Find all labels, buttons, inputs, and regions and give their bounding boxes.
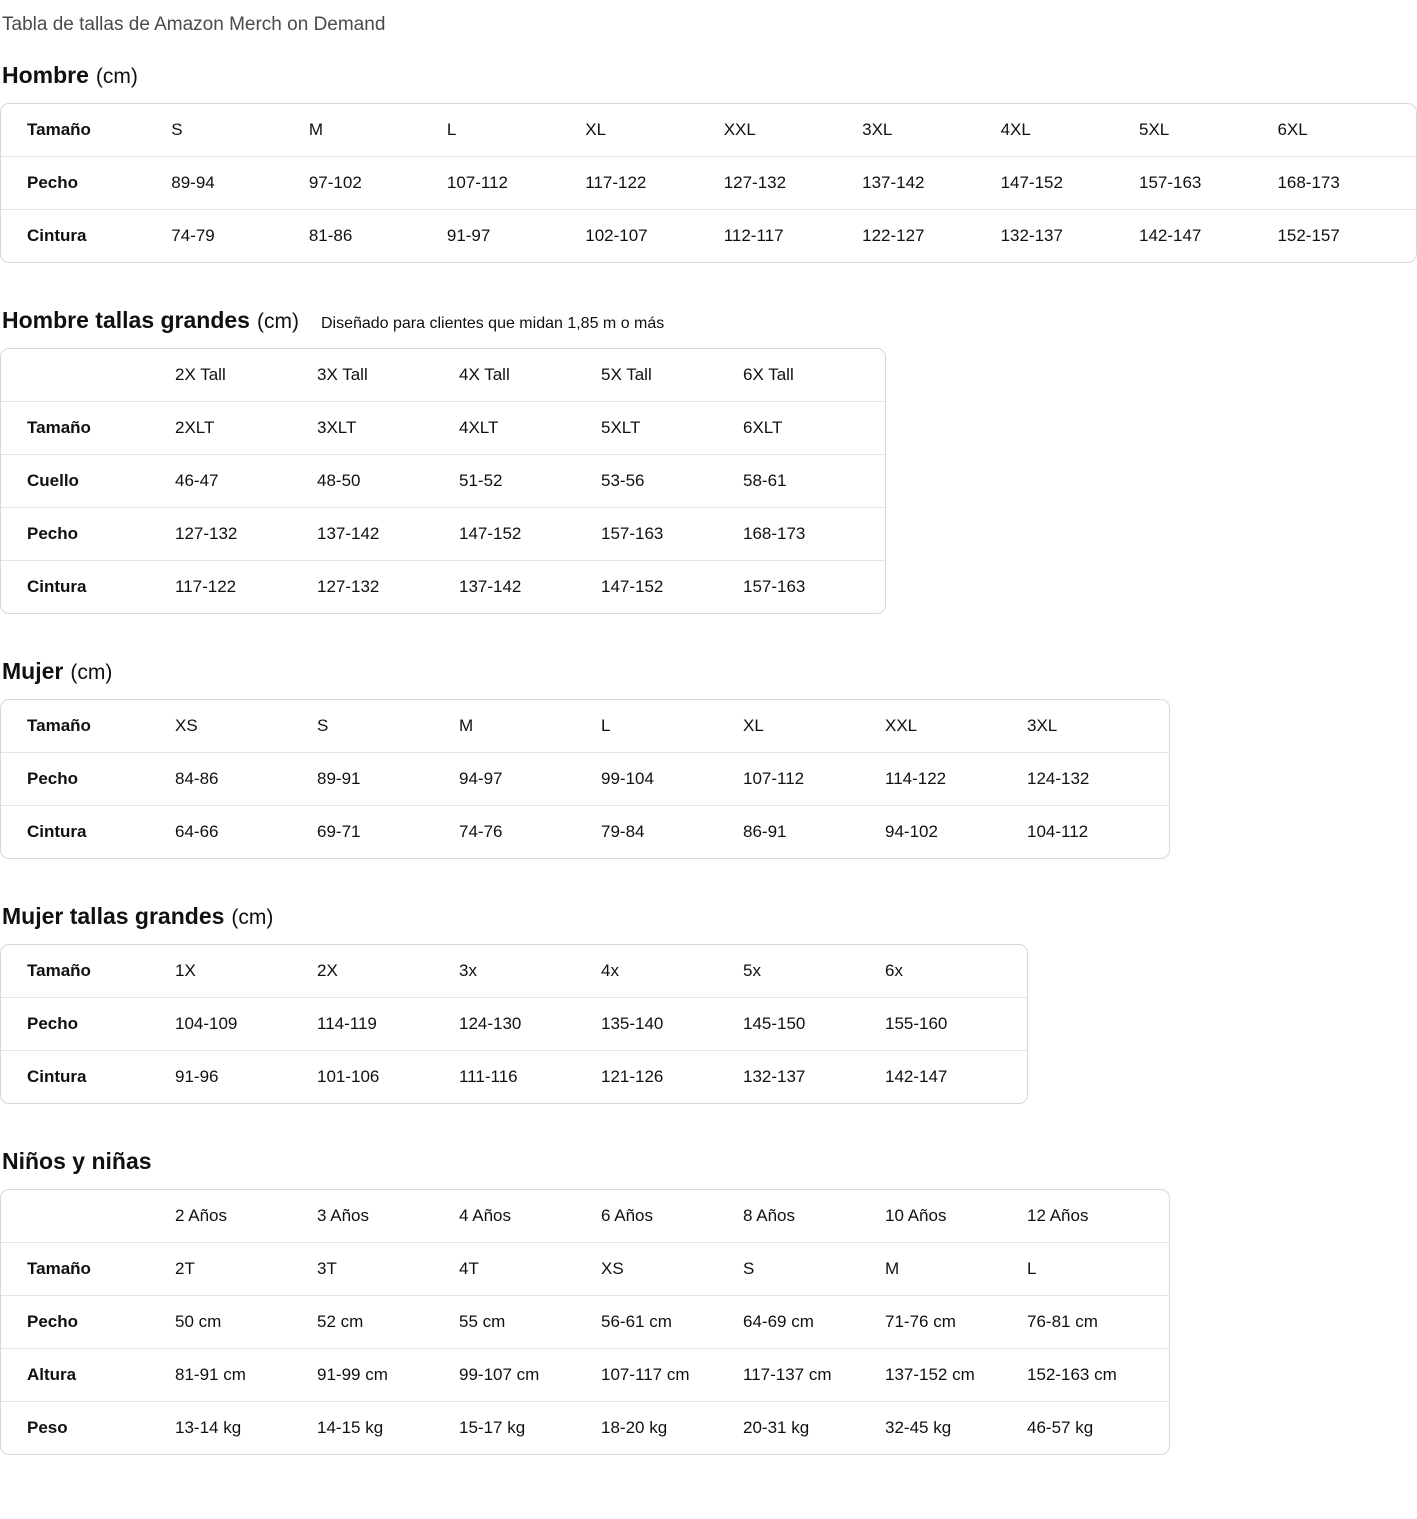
table-cell: 3XLT bbox=[317, 402, 459, 455]
table-cell: 79-84 bbox=[601, 822, 645, 841]
table-cell: 91-99 cm bbox=[317, 1349, 459, 1402]
table-row bbox=[1, 455, 885, 508]
row-label bbox=[1, 1190, 175, 1243]
table-cell: 155-160 bbox=[885, 998, 1027, 1051]
table-cell: 147-152 bbox=[1001, 157, 1139, 210]
table-cell: 69-71 bbox=[317, 822, 361, 841]
table-cell: 3XL bbox=[1027, 700, 1169, 753]
table-cell: 6X Tall bbox=[743, 349, 885, 402]
table-cell: 5x bbox=[743, 945, 885, 998]
table-cell: 135-140 bbox=[601, 998, 743, 1051]
table-cell: XS bbox=[601, 1243, 743, 1296]
table-cell: 15-17 kg bbox=[459, 1418, 526, 1437]
table-cell: 81-86 bbox=[308, 226, 353, 245]
table-cell: 152-163 cm bbox=[1027, 1349, 1169, 1402]
table-cell: 112-117 bbox=[723, 226, 784, 245]
table-cell: 2XLT bbox=[175, 402, 317, 455]
table-cell: 137-142 bbox=[317, 508, 459, 561]
table-cell: 127-132 bbox=[317, 577, 380, 596]
table-row bbox=[1, 402, 885, 455]
table-cell: 132-137 bbox=[743, 1067, 806, 1086]
table-cell: 1X bbox=[175, 945, 317, 998]
table-row bbox=[1, 1296, 1169, 1349]
table-cell: 107-112 bbox=[447, 157, 585, 210]
table-cell: 48-50 bbox=[317, 455, 459, 508]
table-cell: 52 cm bbox=[317, 1296, 459, 1349]
row-label: Cuello bbox=[1, 455, 175, 508]
section-title: Mujer tallas grandes bbox=[2, 903, 225, 929]
row-label: Tamaño bbox=[1, 945, 175, 998]
table-cell: XL bbox=[743, 700, 885, 753]
table-row bbox=[1, 1349, 1169, 1402]
table-cell: XS bbox=[175, 700, 317, 753]
table-cell: 86-91 bbox=[743, 822, 787, 841]
section-heading-kids bbox=[2, 1148, 1417, 1175]
table-cell: 147-152 bbox=[601, 577, 664, 596]
table-cell: 97-102 bbox=[309, 157, 447, 210]
table-men bbox=[0, 103, 1417, 263]
table-cell: 137-142 bbox=[862, 157, 1000, 210]
row-label: Cintura bbox=[27, 822, 87, 841]
table-cell: 101-106 bbox=[317, 1067, 380, 1086]
table-cell: 3 Años bbox=[317, 1190, 459, 1243]
row-label: Pecho bbox=[1, 157, 171, 210]
table-cell: 104-112 bbox=[1027, 822, 1089, 841]
table-cell: 157-163 bbox=[1139, 157, 1277, 210]
table-cell: XXL bbox=[885, 700, 1027, 753]
table-row bbox=[1, 753, 1169, 806]
table-row bbox=[1, 998, 1027, 1051]
table-cell: 32-45 kg bbox=[885, 1418, 952, 1437]
table-row bbox=[1, 508, 885, 561]
table-cell: 168-173 bbox=[1277, 157, 1416, 210]
table-cell: 102-107 bbox=[585, 226, 648, 245]
table-cell: 4X Tall bbox=[459, 349, 601, 402]
table-cell: 152-157 bbox=[1277, 226, 1340, 245]
table-cell: 81-91 cm bbox=[175, 1349, 317, 1402]
table-cell: 124-130 bbox=[459, 998, 601, 1051]
table-cell: 89-94 bbox=[171, 157, 309, 210]
table-cell: 71-76 cm bbox=[885, 1296, 1027, 1349]
table-cell: 3x bbox=[459, 945, 601, 998]
table-cell: 5XLT bbox=[601, 402, 743, 455]
table-cell: 4 Años bbox=[459, 1190, 601, 1243]
table-cell: 2X bbox=[317, 945, 459, 998]
table-cell: 64-69 cm bbox=[743, 1296, 885, 1349]
table-cell: 4XL bbox=[1001, 104, 1139, 157]
table-cell: 114-122 bbox=[885, 753, 1027, 806]
table-cell: 4T bbox=[459, 1243, 601, 1296]
table-cell: 137-142 bbox=[459, 577, 522, 596]
table-cell: 124-132 bbox=[1027, 753, 1169, 806]
table-kids bbox=[0, 1189, 1170, 1455]
table-cell: 99-104 bbox=[601, 753, 743, 806]
table-women-plus bbox=[0, 944, 1028, 1104]
row-label: Tamaño bbox=[1, 700, 175, 753]
row-label: Cintura bbox=[27, 226, 87, 245]
table-cell: 94-97 bbox=[459, 753, 601, 806]
table-row bbox=[1, 945, 1027, 998]
table-cell: 13-14 kg bbox=[175, 1418, 242, 1437]
table-cell: 121-126 bbox=[601, 1067, 664, 1086]
table-cell: M bbox=[885, 1243, 1027, 1296]
section-unit: (cm) bbox=[70, 661, 113, 684]
section-note: Diseñado para clientes que midan 1,85 m o más bbox=[320, 315, 665, 332]
table-cell: 6x bbox=[885, 945, 1027, 998]
section-heading-men-tall bbox=[2, 307, 1417, 334]
section-title: Niños y niñas bbox=[2, 1148, 152, 1174]
table-row bbox=[1, 561, 885, 614]
row-label: Tamaño bbox=[1, 1243, 175, 1296]
section-unit: (cm) bbox=[256, 310, 299, 333]
table-cell: 137-152 cm bbox=[885, 1349, 1027, 1402]
table-cell: 111-116 bbox=[459, 1067, 518, 1086]
table-cell: 46-57 kg bbox=[1027, 1418, 1094, 1437]
row-label: Tamaño bbox=[1, 402, 175, 455]
table-cell: L bbox=[1027, 1243, 1169, 1296]
table-cell: 3T bbox=[317, 1243, 459, 1296]
table-row bbox=[1, 1243, 1169, 1296]
table-women bbox=[0, 699, 1170, 859]
section-title: Mujer bbox=[2, 658, 64, 684]
table-cell: 55 cm bbox=[459, 1296, 601, 1349]
table-cell: 142-147 bbox=[885, 1067, 948, 1086]
table-cell: 64-66 bbox=[175, 822, 219, 841]
table-cell: 122-127 bbox=[862, 226, 925, 245]
table-cell: 117-122 bbox=[175, 577, 237, 596]
table-cell: 51-52 bbox=[459, 455, 601, 508]
section-title: Hombre tallas grandes bbox=[2, 307, 250, 333]
table-cell: 3X Tall bbox=[317, 349, 459, 402]
table-cell: 107-112 bbox=[743, 753, 885, 806]
table-cell: 2T bbox=[175, 1243, 317, 1296]
table-cell: 91-96 bbox=[175, 1067, 219, 1086]
table-cell: 2 Años bbox=[175, 1190, 317, 1243]
row-label: Pecho bbox=[1, 998, 175, 1051]
table-men-tall bbox=[0, 348, 886, 614]
row-label: Peso bbox=[27, 1418, 68, 1437]
table-cell: 157-163 bbox=[601, 508, 743, 561]
table-cell: 107-117 cm bbox=[601, 1349, 743, 1402]
table-cell: 12 Años bbox=[1027, 1190, 1169, 1243]
table-cell: XL bbox=[585, 104, 723, 157]
table-cell: 74-79 bbox=[171, 226, 215, 245]
table-cell: 84-86 bbox=[175, 753, 317, 806]
table-cell: 104-109 bbox=[175, 998, 317, 1051]
table-cell: 117-137 cm bbox=[743, 1349, 885, 1402]
row-label: Pecho bbox=[1, 508, 175, 561]
table-cell: 142-147 bbox=[1139, 226, 1202, 245]
table-cell: 94-102 bbox=[885, 822, 938, 841]
table-cell: S bbox=[743, 1243, 885, 1296]
table-row bbox=[1, 349, 885, 402]
table-cell: 2X Tall bbox=[175, 349, 317, 402]
table-cell: 6 Años bbox=[601, 1190, 743, 1243]
table-cell: 50 cm bbox=[175, 1296, 317, 1349]
section-unit: (cm) bbox=[95, 65, 138, 88]
table-cell: 117-122 bbox=[585, 157, 723, 210]
table-cell: 157-163 bbox=[743, 577, 806, 596]
table-cell: 127-132 bbox=[175, 508, 317, 561]
table-cell: 46-47 bbox=[175, 455, 317, 508]
table-cell: XXL bbox=[724, 104, 862, 157]
table-row bbox=[1, 210, 1416, 263]
table-cell: 145-150 bbox=[743, 998, 885, 1051]
table-row bbox=[1, 1051, 1027, 1104]
table-cell: L bbox=[447, 104, 585, 157]
table-row bbox=[1, 1190, 1169, 1243]
section-heading-men bbox=[2, 62, 1417, 89]
table-cell: 168-173 bbox=[743, 508, 885, 561]
table-cell: 53-56 bbox=[601, 455, 743, 508]
table-cell: 5X Tall bbox=[601, 349, 743, 402]
table-cell: M bbox=[459, 700, 601, 753]
row-label: Tamaño bbox=[1, 104, 171, 157]
row-label: Pecho bbox=[1, 1296, 175, 1349]
table-cell: M bbox=[309, 104, 447, 157]
table-cell: 6XLT bbox=[743, 402, 885, 455]
section-title: Hombre bbox=[2, 62, 89, 88]
table-row bbox=[1, 1402, 1169, 1455]
table-cell: 6XL bbox=[1277, 104, 1416, 157]
row-label: Cintura bbox=[27, 1067, 87, 1086]
table-cell: 58-61 bbox=[743, 455, 885, 508]
row-label bbox=[1, 349, 175, 402]
table-cell: 99-107 cm bbox=[459, 1349, 601, 1402]
table-cell: 20-31 kg bbox=[743, 1418, 810, 1437]
table-cell: S bbox=[171, 104, 309, 157]
row-label: Cintura bbox=[27, 577, 87, 596]
table-cell: 89-91 bbox=[317, 753, 459, 806]
table-cell: S bbox=[317, 700, 459, 753]
table-cell: 18-20 kg bbox=[601, 1418, 668, 1437]
section-heading-women-plus bbox=[2, 903, 1417, 930]
table-cell: 132-137 bbox=[1000, 226, 1063, 245]
table-cell: 14-15 kg bbox=[317, 1418, 384, 1437]
table-cell: 74-76 bbox=[459, 822, 503, 841]
table-row bbox=[1, 157, 1416, 210]
table-cell: 76-81 cm bbox=[1027, 1296, 1169, 1349]
table-row bbox=[1, 700, 1169, 753]
table-cell: 8 Años bbox=[743, 1190, 885, 1243]
table-cell: 56-61 cm bbox=[601, 1296, 743, 1349]
section-heading-women bbox=[2, 658, 1417, 685]
table-cell: 3XL bbox=[862, 104, 1000, 157]
section-unit: (cm) bbox=[231, 906, 274, 929]
page-title: Tabla de tallas de Amazon Merch on Demand bbox=[2, 14, 386, 35]
table-row bbox=[1, 806, 1169, 859]
table-cell: 10 Años bbox=[885, 1190, 1027, 1243]
table-cell: 114-119 bbox=[317, 998, 459, 1051]
row-label: Altura bbox=[1, 1349, 175, 1402]
table-cell: 147-152 bbox=[459, 508, 601, 561]
table-cell: 91-97 bbox=[446, 226, 491, 245]
table-cell: 4XLT bbox=[459, 402, 601, 455]
table-row bbox=[1, 104, 1416, 157]
table-cell: 127-132 bbox=[724, 157, 862, 210]
table-cell: 4x bbox=[601, 945, 743, 998]
table-cell: 5XL bbox=[1139, 104, 1277, 157]
table-cell: L bbox=[601, 700, 743, 753]
row-label: Pecho bbox=[1, 753, 175, 806]
